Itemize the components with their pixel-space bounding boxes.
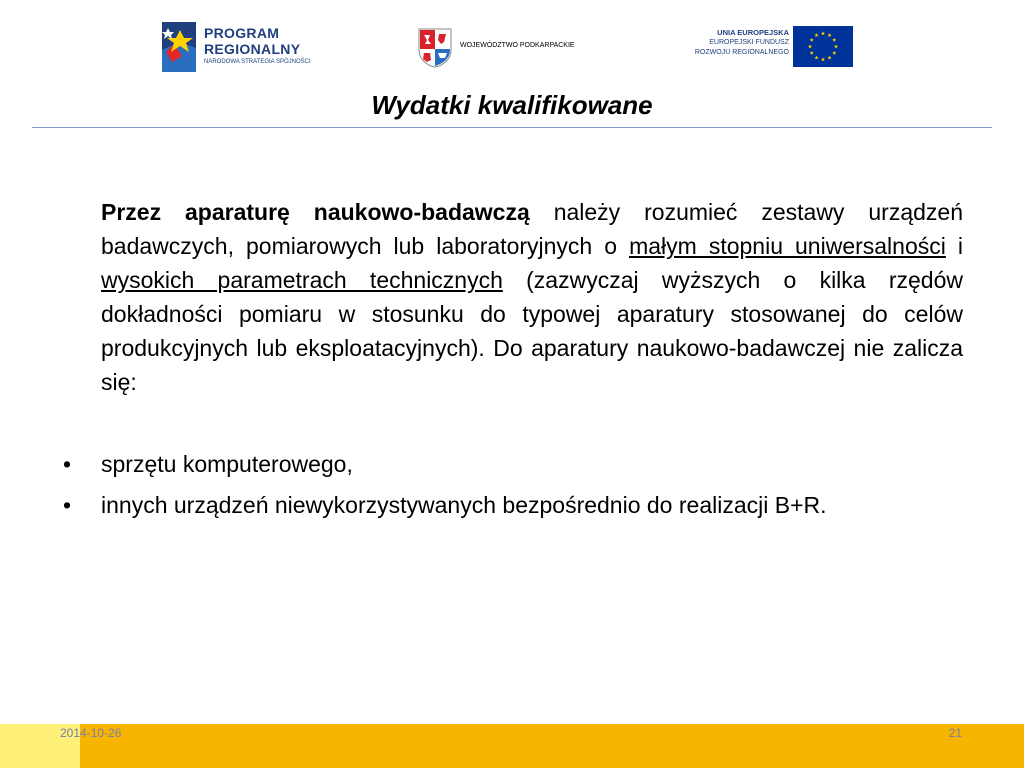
title-divider [32, 127, 992, 128]
voivodeship-label: WOJEWÓDZTWO PODKARPACKIE [460, 42, 575, 49]
eu-logo-line1: UNIA EUROPEJSKA [717, 28, 789, 37]
footer-date: 2014-10-26 [60, 726, 122, 740]
slide-title: Wydatki kwalifikowane [371, 90, 653, 120]
wojewodztwo-podkarpackie-logo [418, 28, 608, 68]
bullet-icon: • [63, 451, 72, 477]
list-item-text: sprzętu komputerowego, [101, 451, 353, 477]
program-logo-line3: NARODOWA STRATEGIA SPÓJNOŚCI [204, 59, 311, 65]
definition-paragraph [101, 195, 963, 399]
paragraph-underline-1: małym stopniu uniwersalności [629, 233, 946, 259]
paragraph-underline-2: wysokich parametrach technicznych [101, 267, 503, 293]
page-number: 21 [948, 726, 962, 740]
eu-logo-text [695, 28, 789, 58]
list-item-text: innych urządzeń niewykorzystywanych bezpośrednio do realizacji B+R. [101, 492, 827, 518]
list-item [63, 488, 963, 522]
program-regionalny-logo [160, 22, 330, 74]
eu-flag-icon [793, 26, 853, 67]
voivodeship-crest-icon [418, 28, 452, 68]
eu-fund-logo [683, 26, 853, 68]
program-regionalny-emblem-icon [160, 22, 198, 72]
footer-bar [0, 724, 1024, 768]
paragraph-bold-lead: Przez aparaturę naukowo-badawczą [101, 199, 530, 225]
eu-logo-line3: ROZWOJU REGIONALNEGO [694, 49, 789, 56]
bullet-icon: • [63, 492, 72, 518]
paragraph-text-3: (zazwyczaj wyższych o kilka rzędów dokładności pomiaru w stosunku do typowej aparatury stosowanej do celów produkcyjnych lub eksploatacyjnych). Do aparatury naukowo-badawczej nie zalicza się: [101, 267, 963, 395]
slide-body [101, 195, 963, 399]
paragraph-text-1: należy rozumieć zestawy urządzeń badawczych, pomiarowych lub laboratoryjnych o [101, 199, 963, 259]
list-item [63, 447, 963, 481]
eu-logo-line2: EUROPEJSKI FUNDUSZ [709, 39, 789, 46]
paragraph-text-2: i [945, 233, 963, 259]
exclusion-list [63, 447, 963, 529]
program-logo-line2: REGIONALNY [204, 41, 301, 57]
program-logo-line1: PROGRAM [204, 25, 280, 41]
